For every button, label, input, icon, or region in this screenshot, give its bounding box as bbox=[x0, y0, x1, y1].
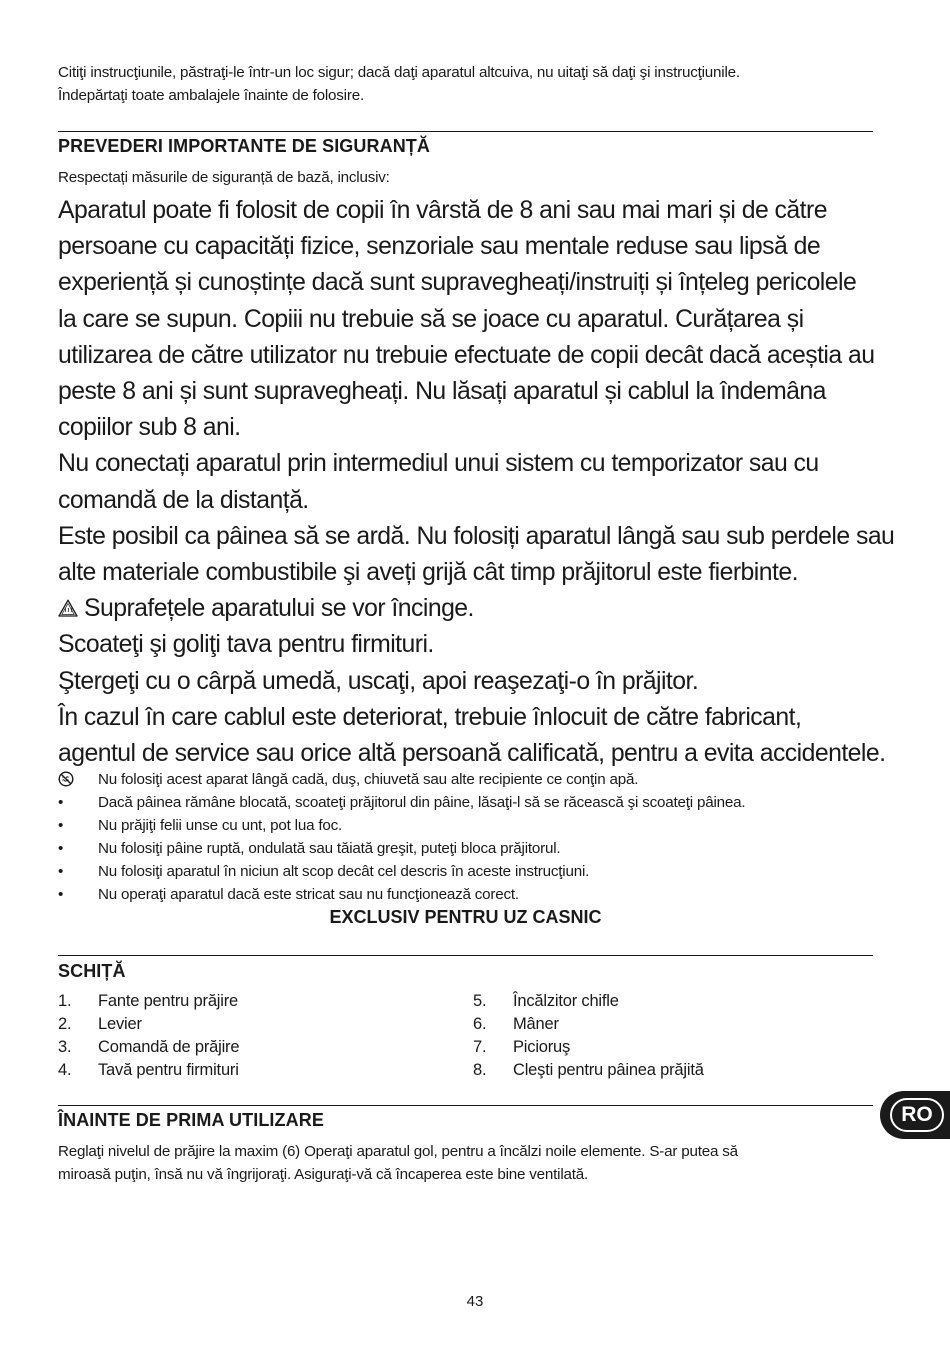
safety-line: experiență și cunoștințe dacă sunt supravegheați/instruiți și înțeleg pericolele bbox=[58, 269, 857, 297]
list-item bbox=[58, 837, 888, 860]
part-number: 7. bbox=[473, 1038, 487, 1056]
list-item bbox=[58, 860, 888, 883]
list-item bbox=[473, 990, 873, 1013]
language-badge: RO bbox=[890, 1098, 944, 1132]
first-use-line-1: Reglaţi nivelul de prăjire la maxim (6) Operaţi aparatul gol, pentru a încălzi noile elemente. S-ar putea să bbox=[58, 1143, 738, 1160]
safety-line: agentul de service sau orice altă persoană calificată, pentru a evita accidentele. bbox=[58, 740, 886, 768]
safety-line: Este posibil ca pâinea să se ardă. Nu folosiți aparatul lângă sau sub perdele sau bbox=[58, 522, 895, 550]
list-item-text: Nu folosiţi acest aparat lângă cadă, duş, chiuvetă sau alte recipiente ce conţin apă. bbox=[98, 771, 639, 788]
safety-line: alte materiale combustibile şi aveți grijă cât timp prăjitorul este fierbinte. bbox=[58, 559, 798, 587]
bullet-mark: • bbox=[58, 886, 64, 903]
safety-line: copiilor sub 8 ani. bbox=[58, 414, 241, 442]
hot-surface-text: Suprafețele aparatului se vor încinge. bbox=[84, 595, 474, 623]
part-label: Picioruş bbox=[513, 1038, 571, 1056]
part-number: 3. bbox=[58, 1038, 72, 1056]
list-item-text: Nu folosiţi pâine ruptă, ondulată sau tăiată greşit, puteţi bloca prăjitorul. bbox=[98, 840, 561, 857]
prohibition-icon bbox=[58, 771, 74, 787]
parts-list-left bbox=[58, 990, 458, 1082]
safety-subheading: Respectați măsurile de siguranță de bază, inclusiv: bbox=[58, 169, 390, 186]
part-number: 6. bbox=[473, 1015, 487, 1033]
list-item bbox=[58, 1036, 458, 1059]
first-use-line-2: miroasă puţin, însă nu vă îngrijoraţi. Asiguraţi-vă că încaperea este bine ventilată. bbox=[58, 1166, 589, 1183]
bullet-mark: • bbox=[58, 840, 64, 857]
list-item bbox=[58, 791, 888, 814]
household-notice: EXCLUSIV PENTRU UZ CASNIC bbox=[329, 907, 602, 927]
safety-line: Nu conectați aparatul prin intermediul unui sistem cu temporizator sau cu bbox=[58, 450, 819, 478]
part-label: Levier bbox=[98, 1015, 142, 1033]
intro-text bbox=[58, 61, 888, 107]
list-item bbox=[473, 1059, 873, 1082]
list-item bbox=[473, 1036, 873, 1059]
list-item-text: Nu folosiţi aparatul în niciun alt scop decât cel descris în aceste instrucţiuni. bbox=[98, 863, 590, 880]
outline-heading: SCHIȚĂ bbox=[58, 961, 126, 981]
page-number: 43 bbox=[466, 1293, 484, 1310]
first-use-text bbox=[58, 1140, 888, 1186]
part-number: 4. bbox=[58, 1061, 72, 1079]
part-label: Încălzitor chifle bbox=[513, 992, 619, 1010]
safety-main-text bbox=[58, 193, 895, 772]
section-divider bbox=[58, 131, 873, 132]
warning-triangle-icon bbox=[58, 599, 78, 617]
list-item-text: Dacă pâinea rămâne blocată, scoateţi prăjitorul din pâine, lăsaţi-l să se răcească şi scoateţi pâinea. bbox=[98, 794, 746, 811]
language-tab bbox=[880, 1091, 950, 1139]
safety-line: peste 8 ani și sunt supravegheați. Nu lăsați aparatul și cablul la îndemâna bbox=[58, 378, 826, 406]
part-label: Mâner bbox=[513, 1015, 559, 1033]
section-divider bbox=[58, 1105, 873, 1106]
section-divider bbox=[58, 955, 873, 956]
list-item bbox=[58, 1013, 458, 1036]
parts-list-right bbox=[473, 990, 873, 1082]
hot-surface-warning bbox=[58, 591, 888, 627]
safety-line: persoane cu capacități fizice, senzoriale sau mentale reduse sau lipsă de bbox=[58, 233, 821, 261]
bullet-mark: • bbox=[58, 817, 64, 834]
safety-line: Ştergeţi cu o cârpă umedă, uscaţi, apoi reaşezaţi-o în prăjitor. bbox=[58, 667, 699, 695]
bullet-mark: • bbox=[58, 794, 64, 811]
part-label: Tavă pentru firmituri bbox=[98, 1061, 239, 1079]
safety-bullet-list bbox=[58, 768, 888, 906]
bullet-mark: • bbox=[58, 863, 64, 880]
part-label: Fante pentru prăjire bbox=[98, 992, 238, 1010]
list-item-text: Nu operaţi aparatul dacă este stricat sau nu funcţionează corect. bbox=[98, 886, 519, 903]
list-item bbox=[58, 990, 458, 1013]
list-item bbox=[473, 1013, 873, 1036]
list-item bbox=[58, 1059, 458, 1082]
safety-line: Scoateţi şi goliţi tava pentru firmituri. bbox=[58, 631, 434, 659]
part-label: Cleşti pentru pâinea prăjită bbox=[513, 1061, 704, 1079]
intro-line-1: Citiţi instrucţiunile, păstraţi-le într-un loc sigur; dacă daţi aparatul altcuiva, nu uitaţi să daţi şi instrucţiunile. bbox=[58, 64, 740, 81]
part-number: 2. bbox=[58, 1015, 72, 1033]
part-number: 5. bbox=[473, 992, 487, 1010]
safety-line: comandă de la distanță. bbox=[58, 486, 309, 514]
safety-line: utilizarea de către utilizator nu trebuie efectuate de copii decât dacă aceștia au bbox=[58, 341, 875, 369]
list-item bbox=[58, 814, 888, 837]
list-item bbox=[58, 768, 888, 791]
intro-line-2: Îndepărtaţi toate ambalajele înainte de folosire. bbox=[58, 87, 364, 104]
safety-line: la care se supun. Copiii nu trebuie să se joace cu aparatul. Curățarea și bbox=[58, 305, 804, 333]
safety-heading: PREVEDERI IMPORTANTE DE SIGURANȚĂ bbox=[58, 136, 430, 156]
part-label: Comandă de prăjire bbox=[98, 1038, 240, 1056]
safety-line: Aparatul poate fi folosit de copii în vârstă de 8 ani sau mai mari și de către bbox=[58, 197, 827, 224]
part-number: 8. bbox=[473, 1061, 487, 1079]
first-use-heading: ÎNAINTE DE PRIMA UTILIZARE bbox=[58, 1110, 324, 1130]
list-item bbox=[58, 883, 888, 906]
safety-line: În cazul în care cablul este deteriorat, trebuie înlocuit de către fabricant, bbox=[58, 703, 802, 731]
part-number: 1. bbox=[58, 992, 72, 1010]
list-item-text: Nu prăjiţi felii unse cu unt, pot lua foc. bbox=[98, 817, 343, 834]
